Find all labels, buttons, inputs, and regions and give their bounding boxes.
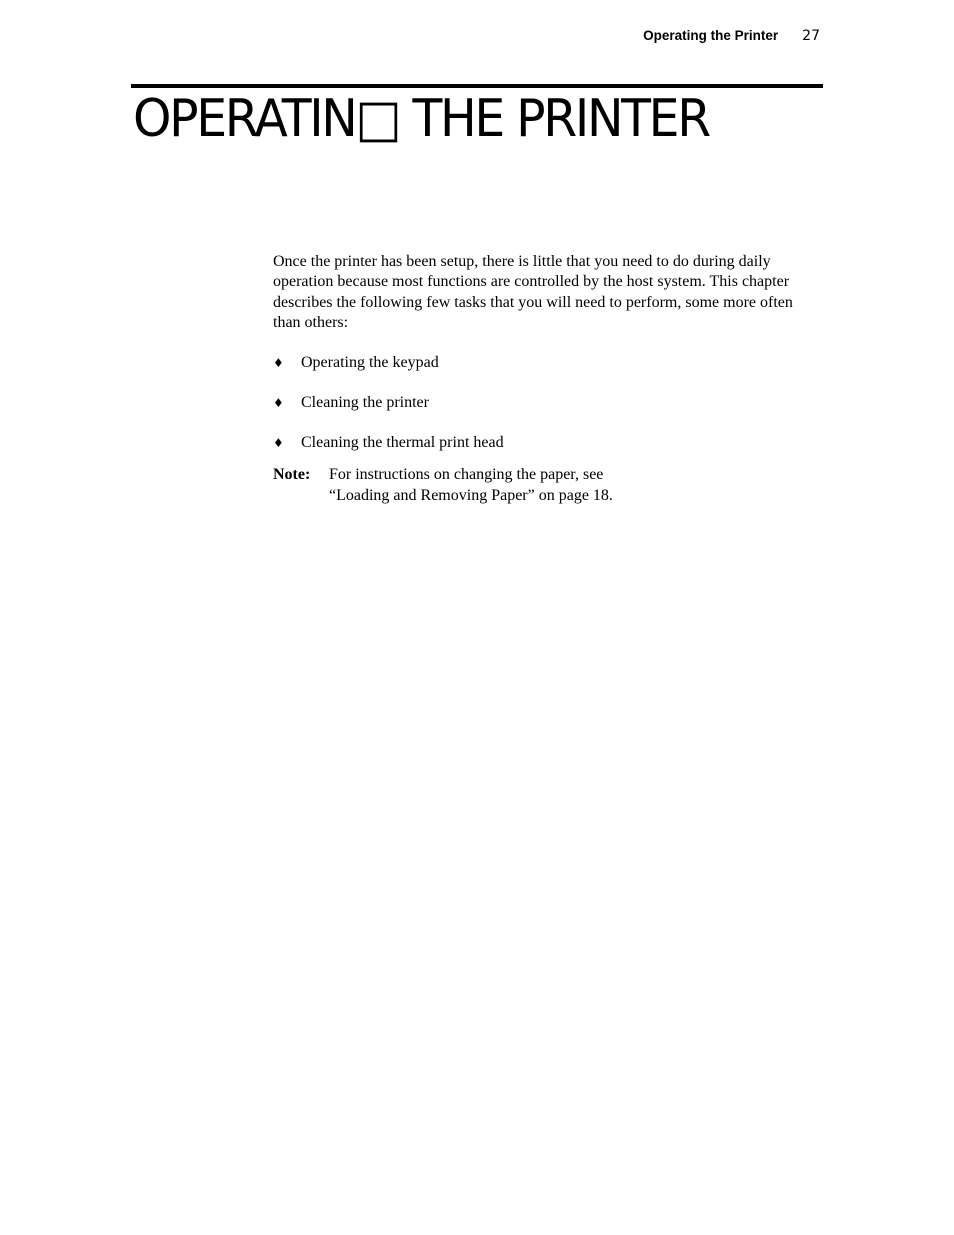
list-item-label: Operating the keypad (301, 354, 439, 372)
page-number: 27 (802, 28, 820, 44)
list-item (273, 433, 793, 453)
chapter-title: OPERATIN□ THE PRINTER (133, 89, 709, 149)
note (273, 465, 793, 506)
running-title: Operating the Printer (643, 28, 779, 43)
list-item (273, 353, 793, 373)
intro-paragraph: Once the printer has been setup, there is little that you need to do during daily operation because most functions are controlled by the host system. This chapter describes the following few tasks that you will need to perform, some more often than others: (273, 253, 793, 331)
note-line: For instructions on changing the paper, see (329, 466, 604, 484)
list-item (273, 393, 793, 413)
note-text (329, 465, 613, 506)
body-text (273, 252, 793, 506)
running-header (643, 28, 820, 44)
diamond-bullet-icon: ♦ (273, 356, 284, 371)
note-label: Note: (273, 466, 311, 484)
diamond-bullet-icon: ♦ (273, 396, 284, 411)
list-item-label: Cleaning the printer (301, 394, 429, 412)
list-item-label: Cleaning the thermal print head (301, 434, 504, 452)
note-line: “Loading and Removing Paper” on page 18. (329, 486, 613, 504)
task-list (273, 353, 793, 453)
diamond-bullet-icon: ♦ (273, 436, 284, 451)
